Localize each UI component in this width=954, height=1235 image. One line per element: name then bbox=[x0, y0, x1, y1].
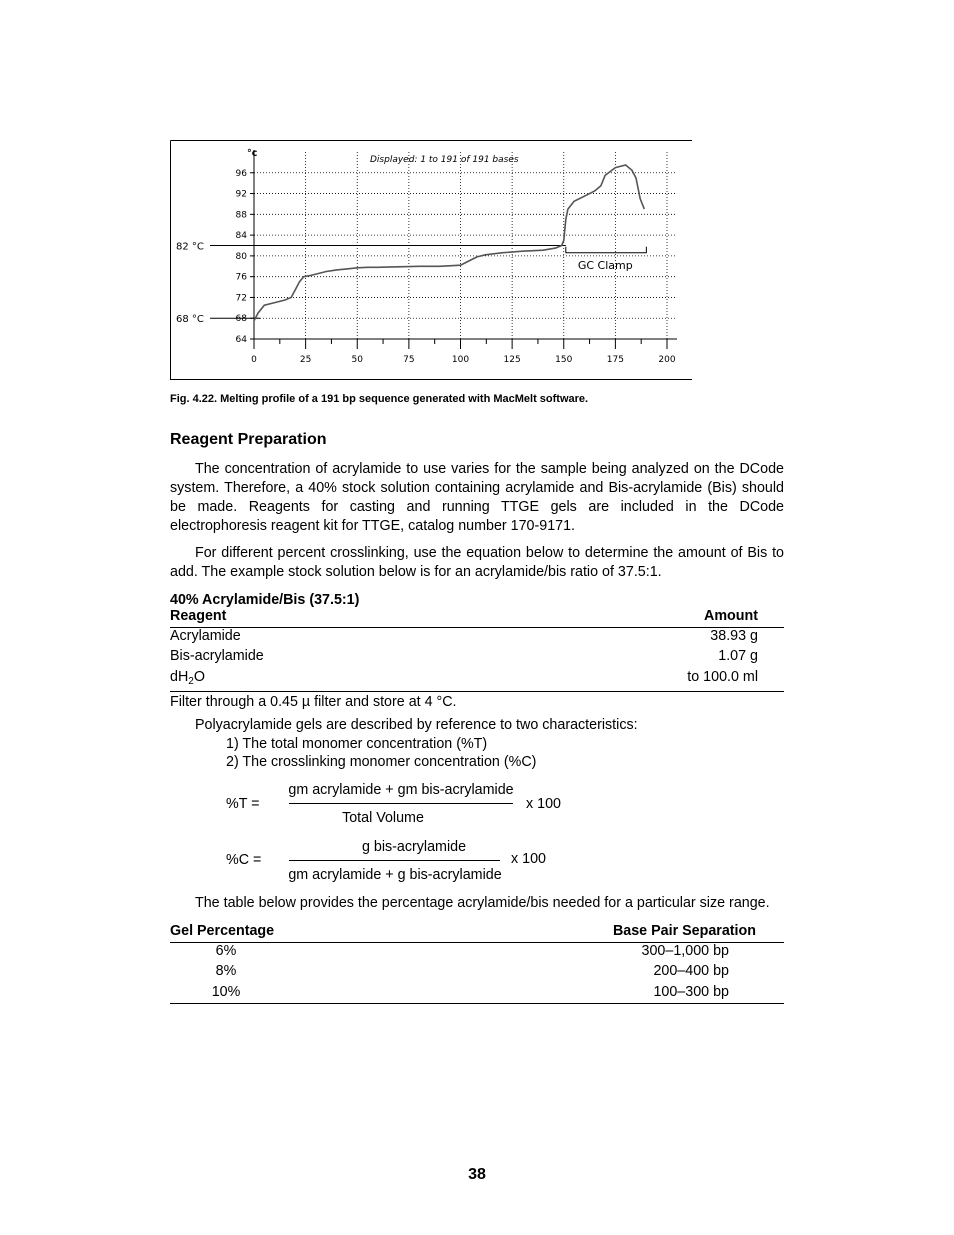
stock-col-reagent: Reagent bbox=[170, 608, 227, 624]
reference-label-68: 68 °C bbox=[176, 314, 204, 326]
equation-c-fraction-bar bbox=[289, 860, 500, 861]
melting-profile-chart bbox=[170, 140, 693, 381]
gel-separation-cell: 100–300 bp bbox=[653, 984, 729, 1000]
gel-bottom-rule bbox=[170, 1003, 784, 1004]
stock-reagent-cell: Bis-acrylamide bbox=[170, 648, 264, 664]
gel-percentage-cell: 8% bbox=[215, 963, 237, 979]
y-tick-label: 64 bbox=[235, 335, 247, 345]
x-tick-label: 175 bbox=[606, 355, 624, 365]
gc-clamp-label: GC Clamp bbox=[577, 258, 633, 272]
gel-percentage-cell: 6% bbox=[215, 943, 237, 959]
chart-axes bbox=[250, 150, 677, 349]
x-tick-labels bbox=[251, 355, 676, 365]
gel-percentage-cell: 10% bbox=[211, 984, 241, 1000]
y-tick-label: 72 bbox=[235, 293, 247, 304]
characteristic-item: 2) The crosslinking monomer concentration (%C) bbox=[226, 754, 537, 770]
equation-t-factor: x 100 bbox=[526, 796, 561, 812]
characteristic-item: 1) The total monomer concentration (%T) bbox=[226, 736, 488, 752]
polyacrylamide-intro: Polyacrylamide gels are described by reference to two characteristics: bbox=[195, 717, 638, 733]
equation-c-numerator: g bis-acrylamide bbox=[361, 839, 467, 855]
figure-caption: Fig. 4.22. Melting profile of a 191 bp sequence generated with MacMelt software. bbox=[170, 393, 589, 405]
gel-col-separation: Base Pair Separation bbox=[612, 923, 756, 939]
equation-t-fraction-bar bbox=[289, 803, 513, 804]
stock-amount-cell: 1.07 g bbox=[718, 648, 758, 664]
equation-t-denominator: Total Volume bbox=[342, 810, 424, 826]
x-tick-label: 75 bbox=[403, 355, 415, 365]
x-tick-label: 200 bbox=[658, 355, 676, 365]
x-tick-label: 150 bbox=[555, 355, 573, 365]
gel-separation-cell: 300–1,000 bp bbox=[641, 943, 729, 959]
stock-amount-cell: 38.93 g bbox=[710, 628, 758, 644]
equation-c-denominator: gm acrylamide + g bis-acrylamide bbox=[288, 867, 502, 883]
section-heading: Reagent Preparation bbox=[170, 431, 327, 448]
reference-lines bbox=[176, 242, 566, 326]
y-tick-label: 76 bbox=[235, 272, 247, 283]
chart-title: Displayed: 1 to 191 of 191 bases bbox=[370, 155, 519, 165]
stock-bottom-rule bbox=[170, 691, 784, 692]
y-axis-label: °c bbox=[247, 148, 258, 159]
stock-reagent-cell: Acrylamide bbox=[170, 628, 241, 644]
equation-t-numerator: gm acrylamide + gm bis-acrylamide bbox=[288, 782, 514, 798]
y-tick-label: 88 bbox=[235, 210, 247, 221]
x-tick-label: 125 bbox=[503, 355, 521, 365]
x-tick-label: 100 bbox=[451, 355, 470, 365]
equation-c-factor: x 100 bbox=[511, 851, 546, 867]
y-tick-label: 96 bbox=[235, 168, 247, 179]
page-number: 38 bbox=[468, 1166, 486, 1183]
stock-reagent-cell: $dH_2O$ bbox=[170, 669, 205, 687]
gel-separation-cell: 200–400 bp bbox=[653, 963, 729, 979]
intro-paragraph: The concentration of acrylamide to use varies for the sample being analyzed on the DCode system. Therefore, a 40% stock solution containing acrylamide and Bis-acrylamide (Bis) should be made. Reagents for casting and running TTGE gels are included in the DCode electrophoresis reagent kit for TTGE, catalog number 170-9171. bbox=[170, 461, 784, 534]
x-tick-label: 50 bbox=[351, 355, 363, 365]
stock-table-title: 40% Acrylamide/Bis (37.5:1) bbox=[170, 592, 360, 608]
filter-note: Filter through a 0.45 µ filter and store at 4 °C. bbox=[170, 694, 457, 710]
gc-clamp-bracket bbox=[566, 247, 647, 253]
equation-t-lhs: %T = bbox=[226, 796, 260, 812]
stock-amount-cell: to 100.0 ml bbox=[687, 669, 758, 685]
y-tick-label: 92 bbox=[235, 189, 247, 200]
x-tick-label: 25 bbox=[299, 355, 312, 365]
y-tick-label: 80 bbox=[235, 251, 247, 262]
crosslinking-paragraph: For different percent crosslinking, use the equation below to determine the amount of Bis to add. The example stock solution below is for an acrylamide/bis ratio of 37.5:1. bbox=[170, 545, 784, 580]
equation-c-lhs: %C = bbox=[226, 852, 262, 868]
reference-label-82: 82 °C bbox=[176, 241, 204, 253]
y-tick-label: 84 bbox=[235, 231, 247, 242]
stock-col-amount: Amount bbox=[704, 608, 758, 624]
table-intro: The table below provides the percentage acrylamide/bis needed for a particular size range. bbox=[195, 895, 770, 911]
gc-clamp-annotation bbox=[566, 247, 647, 272]
y-tick-label: 68 bbox=[235, 314, 247, 325]
gel-col-percentage: Gel Percentage bbox=[170, 923, 275, 939]
x-tick-label: 0 bbox=[251, 355, 257, 365]
